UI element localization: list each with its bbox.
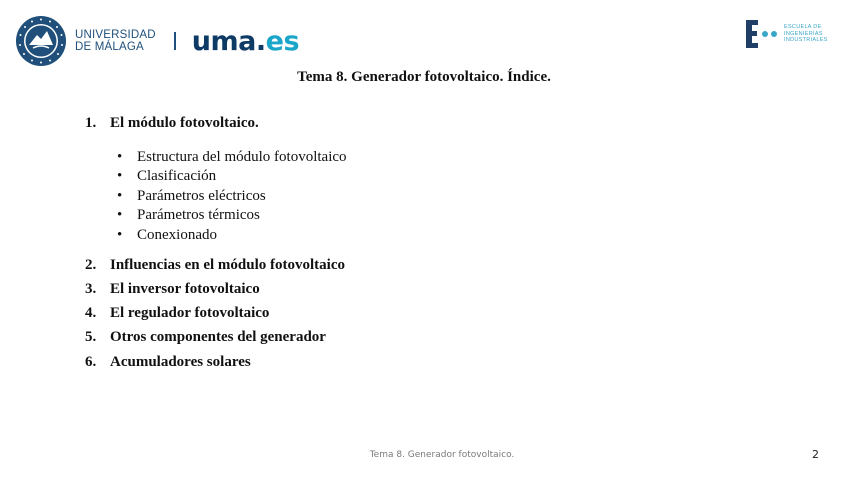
sub-item-label: Parámetros térmicos xyxy=(137,207,260,224)
bullet: • xyxy=(117,187,123,204)
school-name-line2: INGENIERÍAS xyxy=(784,30,823,37)
index-label: Influencias en el módulo fotovoltaico xyxy=(110,257,345,273)
university-name-line2: DE MÁLAGA xyxy=(75,41,144,53)
brand-uma: uma xyxy=(191,25,256,57)
university-name-line1: UNIVERSIDAD xyxy=(75,29,156,41)
sub-item-label: Estructura del módulo fotovoltaico xyxy=(137,149,347,165)
index-number: 6. xyxy=(85,354,97,370)
sub-item-3 xyxy=(117,187,347,206)
index-number: 5. xyxy=(85,329,97,345)
uma-es-brand xyxy=(192,26,299,57)
brand-es: es xyxy=(265,25,300,57)
school-name xyxy=(784,24,828,44)
page-number: 2 xyxy=(812,448,819,461)
footer-text: Tema 8. Generador fotovoltaico. xyxy=(369,450,515,460)
university-name xyxy=(75,29,156,53)
bullet: • xyxy=(117,168,123,185)
slide-title: Tema 8. Generador fotovoltaico. Índice. xyxy=(297,69,551,85)
school-name-line1: ESCUELA DE xyxy=(784,24,822,31)
index-item-1 xyxy=(85,114,259,132)
index-label: El regulador fotovoltaico xyxy=(110,305,270,321)
logo-divider xyxy=(174,32,176,50)
index-number: 3. xyxy=(85,281,97,297)
school-logo xyxy=(744,18,828,50)
sub-list xyxy=(117,148,347,245)
bullet: • xyxy=(117,226,123,243)
sub-item-label: Clasificación xyxy=(137,168,217,185)
index-label: Acumuladores solares xyxy=(110,354,251,370)
sub-item-5 xyxy=(117,226,347,245)
school-mark-icon xyxy=(744,18,780,50)
university-seal-icon xyxy=(15,15,67,67)
index-label: El inversor fotovoltaico xyxy=(110,281,260,297)
sub-item-label: Parámetros eléctricos xyxy=(137,187,266,204)
sub-item-4 xyxy=(117,206,347,225)
university-logo xyxy=(15,16,299,66)
index-item-5 xyxy=(85,328,326,346)
index-item-3 xyxy=(85,280,260,298)
bullet: • xyxy=(117,149,123,165)
index-label: Otros componentes del generador xyxy=(110,329,326,345)
index-number: 2. xyxy=(85,257,97,273)
sub-item-1 xyxy=(117,148,347,167)
index-label: El módulo fotovoltaico. xyxy=(110,115,259,131)
index-number: 4. xyxy=(85,305,97,321)
sub-item-2 xyxy=(117,167,347,186)
bullet: • xyxy=(117,207,123,224)
index-number: 1. xyxy=(85,115,97,131)
index-item-2 xyxy=(85,256,345,274)
index-item-4 xyxy=(85,304,269,322)
school-name-line3: INDUSTRIALES xyxy=(784,37,828,44)
index-item-6 xyxy=(85,353,251,371)
brand-dot: . xyxy=(255,25,266,57)
sub-item-label: Conexionado xyxy=(137,226,217,243)
